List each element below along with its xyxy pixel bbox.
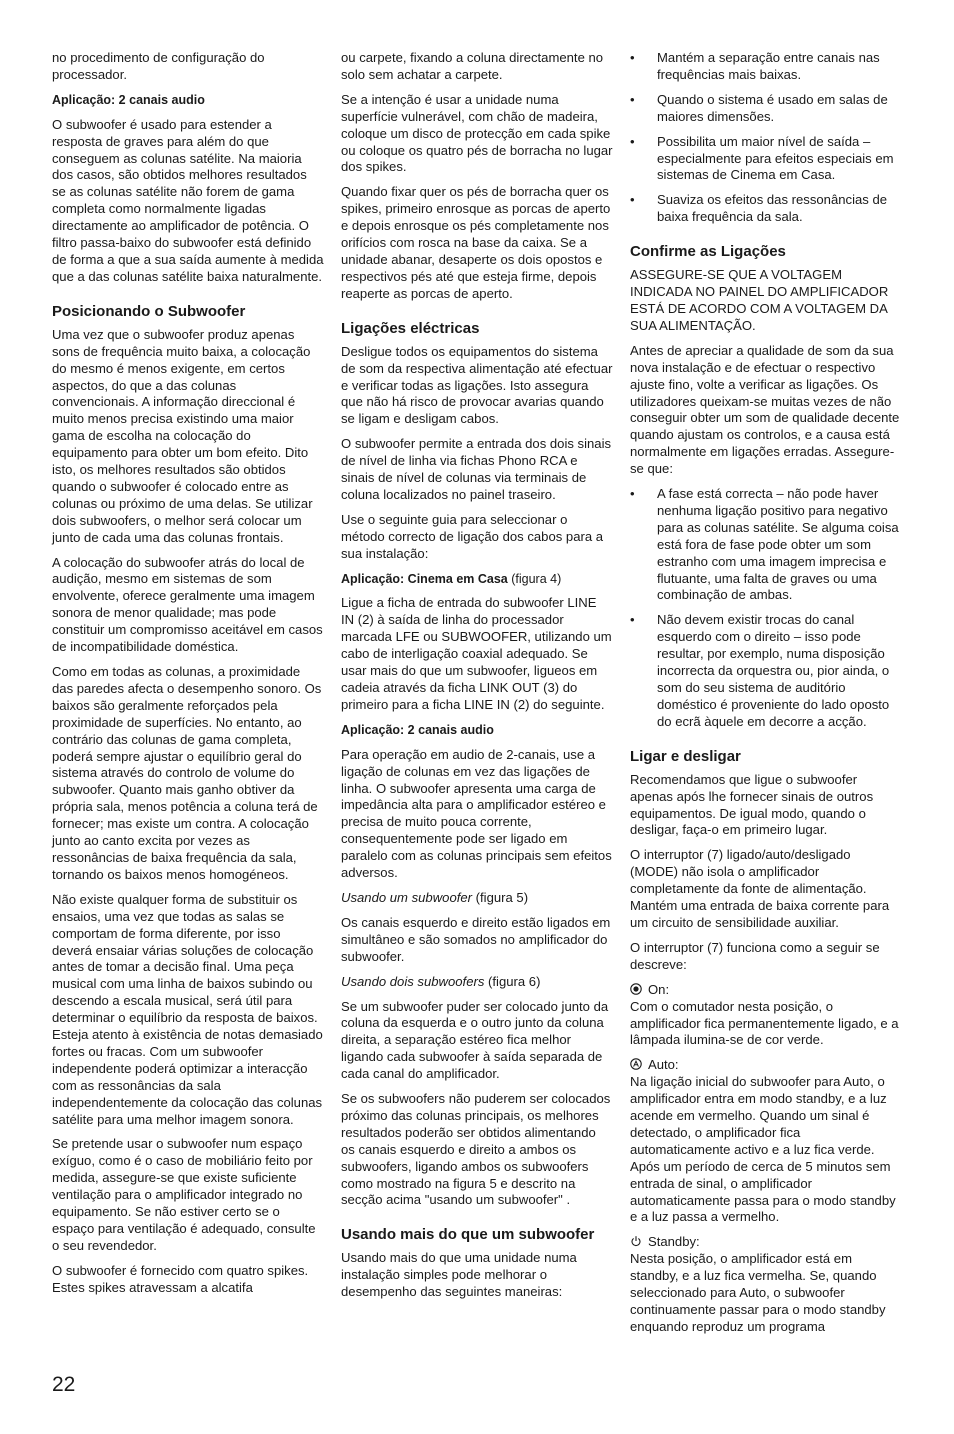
mode-auto (630, 1057, 902, 1226)
paragraph: Ligue a ficha de entrada do subwoofer LINE IN (2) à saída de linha do processador marcada LFE ou SUBWOOFER, utilizando um cabo de interligação coaxial adequado. Se usar mais do que um subwoofer, ligueos em cadeia através da ficha LINK OUT (3) do primeiro para a ficha LINE IN (2) do seguinte. (341, 595, 612, 712)
section-heading-power: Ligar e desligar (630, 747, 741, 765)
paragraph: Desligue todos os equipamentos do sistema de som da respectiva alimentação até efectuar e verificar todas as ligações. Isto assegura que não há risco de provocar avarias quando se ligam e desligam cabos. (341, 343, 613, 427)
paragraph: Os canais esquerdo e direito estão ligados em simultâneo e são somados no amplificador do subwoofer. (341, 914, 611, 964)
subheading-application: Aplicação: 2 canais audio (52, 92, 205, 107)
mode-auto-text: Na ligação inicial do subwoofer para Auto, o amplificador entra em modo standby, e a luz acende em vermelho. Quando um sinal é detectado, o amplificador fica automaticamente activo e a luz fica verde. Após um período de cerca de 5 minutos sem entrada de sinal, o amplificador automaticamente passa para o modo standby e a luz passa a vermelho. (630, 1074, 896, 1225)
paragraph: Se os subwoofers não puderem ser colocados próximo das colunas principais, os melhores resultados poderão ser obtidos alimentando os canais esquerdo e direito a ambos os subwoofers, ligando ambos os subwoofers como mostrado na figura 5 e descrito na secção acima "usando um subwoofer" . (341, 1091, 611, 1208)
italic-subheading (341, 974, 613, 991)
mode-on (630, 982, 902, 1050)
paragraph: Se um subwoofer puder ser colocado junto da coluna da esquerda e o outro junto da coluna direita, a separação estéreo fica melhor ligando cada subwoofer à saída separada de cada canal do amplificador. (341, 998, 609, 1082)
paragraph: O subwoofer é usado para estender a resposta de graves para além do que conseguem as colunas satélite. Na maioria dos casos, são obtidos melhores resultados se as colunas satélite não forem de gama completa como normalmente ligadas directamente ao amplificador de potência. O filtro passa-baixo do subwoofer está definido de forma a que a sua saída aumente à medida que a das colunas satélite baixa naturalmente. (52, 116, 324, 284)
subheading-text: Aplicação: Cinema em Casa (341, 571, 508, 586)
paragraph: Se a intenção é usar a unidade numa superfície vulnerável, com chão de madeira, coloque um disco de protecção em cada spike ou coloque os quatro pés de borracha no lugar dos spikes. (341, 91, 613, 175)
paragraph: O subwoofer permite a entrada dos dois sinais de nível de linha via fichas Phono RCA e sinais de nível de colunas via terminais de coluna localizados no painel traseiro. (341, 436, 612, 502)
paragraph: Se pretende usar o subwoofer num espaço exíguo, como é o caso de mobiliário feito por medida, assegure-se que existe suficiente ventilação para o amplificador integrado no equipamento. Se não estiver certo se o espaço para ventilação é adequado, consulte o seu revendedor. (52, 1136, 316, 1253)
column-3 (630, 50, 902, 1344)
figure-reference: (figura 4) (511, 571, 562, 586)
page-number: 22 (52, 1373, 76, 1396)
power-icon (630, 1235, 642, 1247)
paragraph: Quando fixar quer os pés de borracha quer os spikes, primeiro enrosque as porcas de aperto e depois enrosque os pés completamente nos orifícios com rosca na base da caixa. Se a unidade abanar, desaperte os dois opostos e respectivos pés até que esteja firme, depois reaperte as porcas de aperto. (341, 184, 611, 301)
mode-standby-text: Nesta posição, o amplificador está em standby, e a luz fica vermelha. Se, quando seleccionado para Auto, o subwoofer continuamente passar para o modo standby enquando reproduz um programa (630, 1251, 886, 1334)
mode-standby-header (630, 1234, 902, 1251)
paragraph: Não existe qualquer forma de substituir os ensaios, uma vez que todas as salas se comportam de forma diferente, por isso deverá ensaiar várias soluções de colocação antes de tomar a decisão final. Uma peça musical com uma linha de baixos subindo ou descendo a escala musical, será útil para determinar o equilíbrio da resposta de baixos. Esteja atento à existência de notas demasiado fortes ou fracas. Com um subwoofer independente poderá optimizar a interacção com as ressonâncias da sala independentemente da colocação das colunas satélite para uma melhor imagem sonora. (52, 891, 323, 1127)
bullet-item: • Possibilita um maior nível de saída – especialmente para efeitos especiais em sistemas de Cinema em Casa. (630, 134, 902, 185)
bullet-item: • A fase está correcta – não pode haver nenhuma ligação positivo para negativo para as colunas satélite. Se alguma coisa está fora de fase pode obter um som estranho com uma imagem imprecisa e flutuante, uma falta de graves ou uma combinação de ambas. (630, 486, 902, 604)
section-heading-confirm: Confirme as Ligações (630, 243, 786, 261)
bullet-item: • Quando o sistema é usado em salas de maiores dimensões. (630, 92, 902, 126)
italic-text: Usando dois subwoofers (341, 973, 485, 989)
subheading-application (341, 571, 613, 588)
mode-standby-label: Standby: (648, 1234, 700, 1250)
paragraph: Antes de apreciar a qualidade de som da sua nova instalação e de efectuar o respectivo ajuste fino, volte a verificar as ligações. Os utilizadores queixam-se muitas vezes de não conseguir obter um som de qualidade decente quando ajustam os controlos, e a causa está normalmente em ligações erradas. Assegure-se que: (630, 342, 900, 477)
figure-reference: (figura 5) (475, 889, 529, 905)
mode-auto-label: Auto: (648, 1057, 679, 1073)
column-1 (52, 50, 324, 1305)
mode-on-label: On: (648, 981, 670, 997)
bullet-item: • Mantém a separação entre canais nas frequências mais baixas. (630, 50, 902, 84)
paragraph: Use o seguinte guia para seleccionar o método correcto de ligação dos cabos para a sua instalação: (341, 511, 604, 561)
section-heading-multiple-subwoofers: Usando mais do que um subwoofer (341, 1226, 595, 1244)
subheading-application: Aplicação: 2 canais audio (341, 722, 494, 737)
italic-subheading (341, 890, 613, 907)
paragraph: no procedimento de configuração do processador. (52, 50, 265, 82)
paragraph: Usando mais do que uma unidade numa instalação simples pode melhorar o desempenho das seguintes maneiras: (341, 1250, 577, 1300)
paragraph: Para operação em audio de 2-canais, use a ligação de colunas em vez das ligações de linha. O subwoofer apresenta uma carga de impedância alta para o amplificador estéreo e precisa de muito pouca corrente, consequentemente pode ser ligado em paralelo com as colunas principais sem efeitos adversos. (341, 746, 612, 881)
paragraph: Uma vez que o subwoofer produz apenas sons de frequência muito baixa, a colocação do mesmo é menos exigente, em certos aspectos, do que a das colunas convencionais. A informação direccional é muito menos precisa existindo uma maior gama de escolha na colocação do equipamento para obter um bom efeito. Dito isto, os melhores resultados são obtidos quando o subwoofer é colocado entre as colunas ou próximo de uma delas. Se utilizar dois subwoofers, o melhor será colocar um junto de cada uma das colunas frontais. (52, 326, 313, 545)
auto-icon (630, 1058, 642, 1070)
bullet-item: • Não devem existir trocas do canal esquerdo com o direito – isso pode resultar, por exemplo, numa disposição incorrecta da orquestra ou, pior ainda, o som do seu sistema de auditório doméstico é proveniente do lado oposto do ecrã àquele em decorre a acção. (630, 612, 902, 730)
paragraph: A colocação do subwoofer atrás do local de audição, mesmo em sistemas de som envolvente, oferece geralmente uma imagem sonora de menor qualidade; mas pode constituir um compromisso aceitável em casos de incompatibilidade doméstica. (52, 554, 323, 655)
mode-auto-header (630, 1057, 902, 1074)
column-2 (341, 50, 613, 1309)
mode-standby (630, 1234, 902, 1335)
paragraph: Recomendamos que ligue o subwoofer apenas após lhe fornecer sinais de outros equipamentos. De igual modo, quando o desligar, faça-o em primeiro lugar. (630, 771, 874, 838)
italic-text: Usando um subwoofer (341, 889, 473, 905)
on-icon (630, 983, 642, 995)
section-heading-electrical: Ligações eléctricas (341, 319, 480, 337)
bullet-item: • Suaviza os efeitos das ressonâncias de baixa frequência da sala. (630, 192, 902, 226)
section-heading-positioning: Posicionando o Subwoofer (52, 302, 246, 320)
paragraph: ASSEGURE-SE QUE A VOLTAGEM INDICADA NO PAINEL DO AMPLIFICADOR ESTÁ DE ACORDO COM A VOLTAGEM DA SUA ALIMENTAÇÃO. (630, 267, 889, 333)
figure-reference: (figura 6) (488, 973, 541, 989)
mode-on-text: Com o comutador nesta posição, o amplificador fica permanentemente ligado, e a lâmpada ilumina-se de cor verde. (630, 998, 899, 1048)
paragraph: O interruptor (7) funciona como a seguir se descreve: (630, 939, 880, 972)
paragraph: O subwoofer é fornecido com quatro spikes. Estes spikes atravessam a alcatifa (52, 1262, 309, 1295)
paragraph: Como em todas as colunas, a proximidade das paredes afecta o desempenho sonoro. Os baixos são geralmente reforçados pela proximidade de superfícies. No entanto, ao contrário das colunas de gama completa, poderá sempre ajustar o equilíbrio geral do sistema através do controlo de volume do subwoofer. Quanto mais ganho obtiver da própria sala, menos potência a coluna terá de fornecer; mas existe um contra. A colocação junto ao canto excita por vezes as ressonâncias de baixa frequência da sala, tornando os baixos menos homogéneos. (52, 664, 322, 882)
paragraph: ou carpete, fixando a coluna directamente no solo sem achatar a carpete. (341, 50, 604, 82)
mode-on-header (630, 982, 902, 999)
paragraph: O interruptor (7) ligado/auto/desligado (MODE) não isola o amplificador completamente da fonte de alimentação. Mantém uma entrada de baixa corrente para um circuito de sensibilidade auxiliar. (630, 847, 890, 930)
